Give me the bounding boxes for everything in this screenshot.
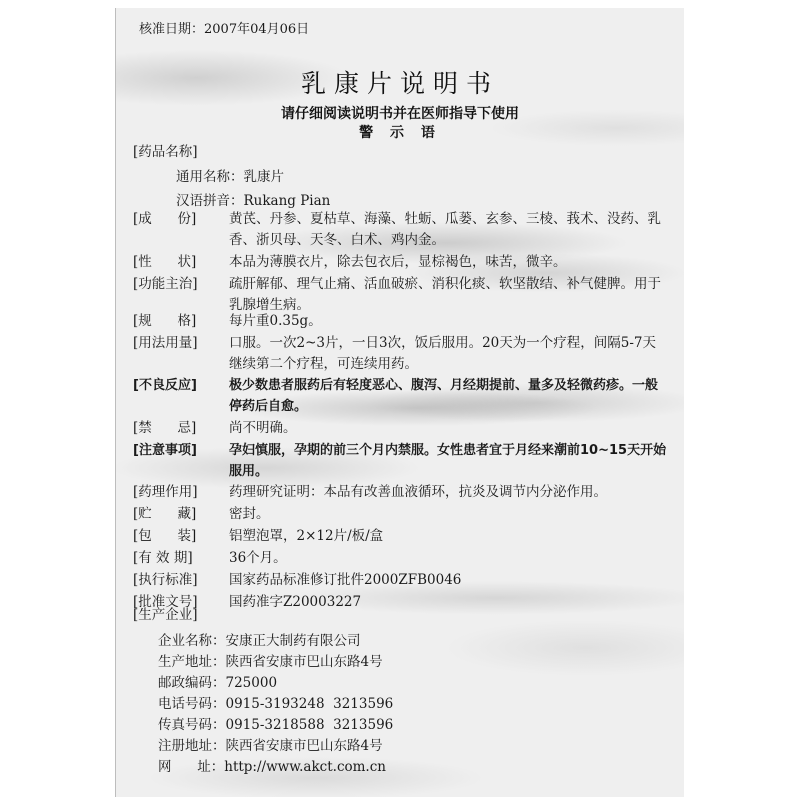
document-title: 乳康片说明书 (300, 69, 499, 98)
section-specification (133, 311, 669, 332)
field-value: 0915-3193248 3213596 (225, 696, 394, 712)
field-value: 0915-3218588 3213596 (225, 717, 394, 733)
section-value: 每片重0.35g。 (229, 313, 322, 329)
section-label: [批准文号] (133, 594, 198, 610)
section-value: 疏肝解郁、理气止痛、活血破瘀、消积化痰、软坚散结、补气健脾。用于乳腺增生病。 (229, 276, 661, 313)
field-label: 邮政编码： (158, 675, 226, 691)
section-value: 尚不明确。 (229, 420, 297, 436)
field-label: 生产地址： (158, 654, 226, 670)
section-value: 国家药品标准修订批件2000ZFB0046 (229, 572, 462, 588)
warning-heading: 警 示 语 (359, 125, 441, 141)
website-link: http://www.akct.com.cn (224, 759, 386, 775)
section-packaging (133, 526, 669, 547)
section-label: [成 份] (133, 211, 197, 227)
pinyin-row (176, 189, 330, 209)
usage-notice: 请仔细阅读说明书并在医师指导下使用 (281, 106, 519, 122)
postal-code-row (158, 671, 277, 691)
section-adverse-reactions (133, 375, 669, 417)
generic-name-label: 通用名称： (176, 169, 244, 185)
section-ingredients (133, 209, 669, 251)
section-shelf-life (133, 548, 669, 569)
section-value: 本品为薄膜衣片，除去包衣后，显棕褐色，味苦，微辛。 (229, 254, 567, 270)
pinyin-value: Rukang Pian (243, 193, 331, 209)
field-value: 安康正大制药有限公司 (225, 633, 361, 649)
section-label: [功能主治] (133, 276, 198, 292)
pinyin-label: 汉语拼音： (176, 193, 244, 209)
section-value: 铝塑泡罩，2×12片/板/盒 (229, 528, 384, 544)
section-value: 36个月。 (229, 550, 287, 566)
website-row (158, 755, 386, 775)
field-label: 传真号码： (158, 717, 226, 733)
section-label: [性 状] (133, 254, 197, 270)
section-label: [注意事项] (133, 443, 197, 458)
drug-name-section (133, 142, 229, 163)
section-label: [药理作用] (133, 484, 198, 500)
field-label: 企业名称： (158, 633, 226, 649)
generic-name-row (176, 165, 284, 185)
section-indications (133, 274, 669, 316)
section-pharmacology (133, 482, 669, 503)
section-storage (133, 504, 669, 525)
section-label: [执行标准] (133, 572, 198, 588)
section-label: [贮 藏] (133, 506, 197, 522)
field-value: 陕西省安康市巴山东路4号 (225, 738, 383, 754)
leaflet-paper (115, 8, 684, 797)
generic-name-value: 乳康片 (243, 169, 284, 185)
section-precautions (133, 440, 669, 482)
manufacturer-name-row (158, 629, 361, 649)
production-address-row (158, 650, 383, 670)
registered-address-row (158, 734, 383, 754)
fax-row (158, 713, 393, 733)
field-label: 网 址： (158, 759, 225, 775)
section-label: [包 装] (133, 528, 197, 544)
field-label: 电话号码： (158, 696, 226, 712)
section-dosage (133, 333, 669, 375)
section-label: [生产企业] (133, 607, 198, 623)
manufacturer-section (133, 605, 229, 626)
section-label: [药品名称] (133, 144, 198, 160)
section-value: 国药准字Z20003227 (229, 594, 362, 610)
section-contraindications (133, 418, 669, 439)
approval-date: 核准日期：2007年04月06日 (139, 22, 310, 37)
section-value: 药理研究证明：本品有改善血液循环，抗炎及调节内分泌作用。 (229, 484, 607, 500)
section-label: [用法用量] (133, 335, 198, 351)
section-standard (133, 570, 669, 591)
section-label: [有 效 期] (133, 550, 193, 566)
section-label: [禁 忌] (133, 420, 197, 436)
section-appearance (133, 252, 669, 273)
section-value: 口服。一次2~3片，一日3次，饭后服用。20天为一个疗程，间隔5-7天继续第二个疗程，可连续用药。 (229, 335, 656, 372)
field-value: 725000 (225, 675, 278, 691)
field-value: 陕西省安康市巴山东路4号 (225, 654, 383, 670)
section-value: 孕妇慎服，孕期的前三个月内禁服。女性患者宜于月经来潮前10~15天开始服用。 (229, 443, 667, 479)
section-label: [规 格] (133, 313, 197, 329)
section-value: 极少数患者服药后有轻度恶心、腹泻、月经期提前、量多及轻微药疹。一般停药后自愈。 (229, 378, 659, 414)
section-label: [不良反应] (133, 378, 197, 393)
phone-row (158, 692, 393, 712)
field-label: 注册地址： (158, 738, 226, 754)
section-value: 黄芪、丹参、夏枯草、海藻、牡蛎、瓜蒌、玄参、三棱、莪术、没药、乳香、浙贝母、天冬、白术、鸡内金。 (229, 211, 661, 248)
section-value: 密封。 (229, 506, 270, 522)
